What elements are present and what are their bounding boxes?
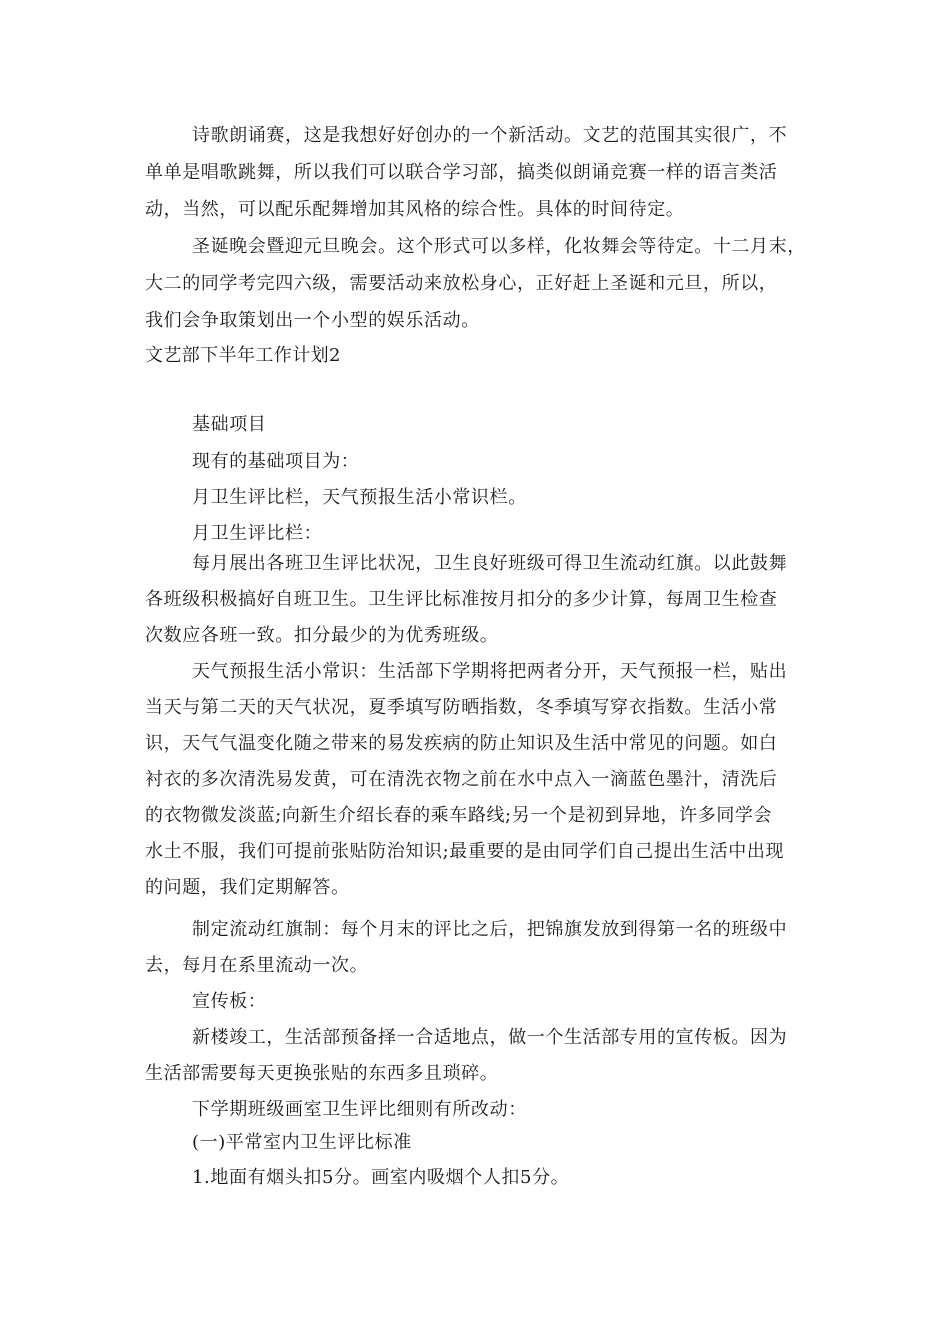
paragraph-line: 动，当然，可以配乐配舞增加其风格的综合性。具体的时间待定。 [145, 199, 685, 220]
paragraph-line: 新楼竣工，生活部预备择一合适地点，做一个生活部专用的宣传板。因为 [192, 1027, 788, 1048]
paragraph-line: 天气预报生活小常识：生活部下学期将把两者分开，天气预报一栏，贴出 [192, 661, 788, 682]
list-item: 1.地面有烟头扣5分。画室内吸烟个人扣5分。 [192, 1167, 570, 1188]
paragraph-line: 月卫生评比栏，天气预报生活小常识栏。 [192, 487, 527, 508]
subheading: 宣传板： [192, 991, 267, 1012]
paragraph-line: 制定流动红旗制：每个月末的评比之后，把锦旗发放到得第一名的班级中 [192, 919, 788, 940]
paragraph-line: 诗歌朗诵赛，这是我想好好创办的一个新活动。文艺的范围其实很广，不 [192, 125, 788, 146]
subheading: (一)平常室内卫生评比标准 [192, 1132, 412, 1153]
paragraph-line: 次数应各班一致。扣分最少的为优秀班级。 [145, 625, 499, 646]
paragraph-line: 当天与第二天的天气状况，夏季填写防晒指数，冬季填写穿衣指数。生活小常 [145, 697, 778, 718]
paragraph-line: 每月展出各班卫生评比状况，卫生良好班级可得卫生流动红旗。以此鼓舞 [192, 553, 788, 574]
paragraph-line: 生活部需要每天更换张贴的东西多且琐碎。 [145, 1063, 499, 1084]
paragraph-line: 现有的基础项目为： [192, 451, 360, 472]
paragraph-line: 大二的同学考完四六级，需要活动来放松身心，正好赶上圣诞和元旦，所以， [145, 273, 778, 294]
paragraph-line: 圣诞晚会暨迎元旦晚会。这个形式可以多样，化妆舞会等待定。十二月末， [192, 236, 806, 257]
subheading: 基础项目 [192, 414, 267, 435]
paragraph-line: 衬衣的多次清洗易发黄，可在清洗衣物之前在水中点入一滴蓝色墨汁，清洗后 [145, 769, 778, 790]
paragraph-line: 的问题，我们定期解答。 [145, 877, 350, 898]
paragraph-line: 单单是唱歌跳舞，所以我们可以联合学习部，搞类似朗诵竞赛一样的语言类活 [145, 162, 778, 183]
section-title: 文艺部下半年工作计划2 [145, 345, 341, 366]
paragraph-line: 去，每月在系里流动一次。 [145, 955, 369, 976]
paragraph-line: 识，天气气温变化随之带来的易发疾病的防止知识及生活中常见的问题。如白 [145, 733, 778, 754]
paragraph-line: 水土不服，我们可提前张贴防治知识;最重要的是由同学们自己提出生活中出现 [145, 841, 785, 862]
paragraph-line: 我们会争取策划出一个小型的娱乐活动。 [145, 310, 480, 331]
paragraph-line: 下学期班级画室卫生评比细则有所改动： [192, 1099, 527, 1120]
paragraph-line: 的衣物微发淡蓝;向新生介绍长春的乘车路线;另一个是初到异地，许多同学会 [145, 805, 773, 826]
paragraph-line: 各班级积极搞好自班卫生。卫生评比标准按月扣分的多少计算，每周卫生检查 [145, 589, 778, 610]
subheading: 月卫生评比栏： [192, 523, 323, 544]
